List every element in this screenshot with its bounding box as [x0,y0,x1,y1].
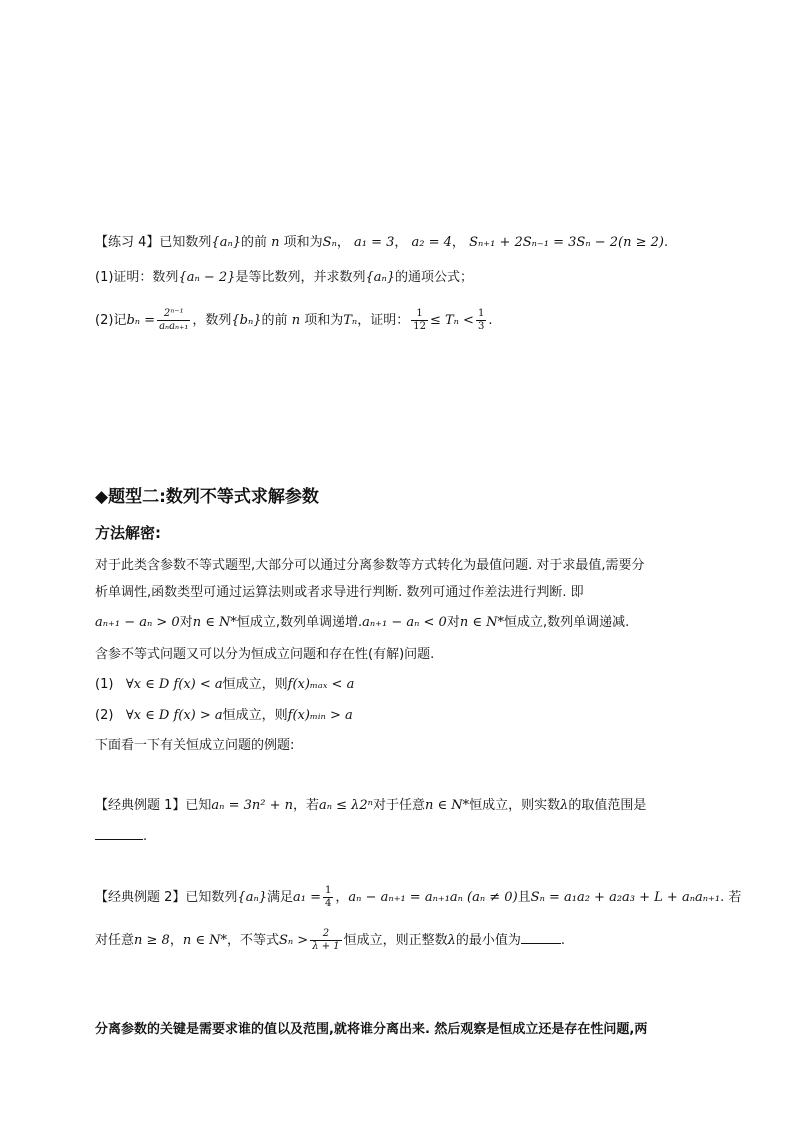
exercise4-tag: 【练习 4】 [95,235,160,250]
method-para3: 下面看一下有关恒成立问题的例题: [95,738,295,753]
fraction-two-over-lambda: $\frac{2}{\lambda + 1}$ [312,928,340,952]
method-title: 方法解密: [95,524,161,542]
exercise4-part1: (1)证明：数列{aₙ − 2}是等比数列，并求数列{aₙ}的通项公式； [95,270,474,285]
section-title: ◆题型二:数列不等式求解参数 [95,487,319,507]
exercise4-statement: 【练习 4】已知数列{aₙ}的前 n 项和为Sₙ， a₁ = 3， a₂ = 4， Sₙ₊₁ + 2Sₙ₋₁ = 3Sₙ − 2(n ≥ 2). [95,235,669,250]
answer-blank[interactable] [95,827,143,840]
method-para1-line1: 对于此类含参数不等式题型,大部分可以通过分离参数等方式转化为最值问题. 对于求最值,需要分 [95,558,645,573]
monotonicity-line: aₙ₊₁ − aₙ > 0对n ∈ N*恒成立,数列单调递增.aₙ₊₁ − aₙ < 0对n ∈ N*恒成立,数列单调递减. [95,615,630,630]
fraction-one-twelfth: $\frac{1}{12}$ [413,308,426,332]
method-para2: 含参不等式问题又可以分为恒成立问题和存在性(有解)问题. [95,647,435,662]
exercise4-part2: (2)记bₙ = $\frac{\text{2ⁿ⁻¹}}{\text{aₙaₙ₊₁}}$ ，数列{bₙ}的前 n 项和为Tₙ，证明： $\frac{1}{12}$ ≤ Tₙ < $\frac{1}{3}$ . [95,308,493,332]
example2-statement-line2: 对任意n ≥ 8，n ∈ N*，不等式Sₙ > $\frac{2}{\lambda + 1}$ 恒成立，则正整数λ的最小值为 . [95,928,566,952]
example2-tag: 【经典例题 2】 [95,890,186,905]
closing-text: 分离参数的关键是需要求谁的值以及范围,就将谁分离出来. 然后观察是恒成立还是存在性问题,两 [95,1022,648,1037]
example2-statement-line1: 【经典例题 2】已知数列{aₙ}满足a₁ = $\frac{1}{4}$ ，aₙ − aₙ₊₁ = aₙ₊₁aₙ (aₙ ≠ 0)且Sₙ = a₁a₂ + a₂a₃ + L + aₙaₙ₊₁. 若 [95,885,742,909]
fraction-one-quarter: $\frac{1}{4}$ [325,885,332,909]
example1-answer-line: . [95,824,705,850]
fraction-one-third: $\frac{1}{3}$ [477,308,485,332]
example1-statement: 【经典例题 1】已知aₙ = 3n² + n，若aₙ ≤ λ2ⁿ对于任意n ∈ N*恒成立，则实数λ的取值范围是 [95,798,647,813]
fraction-bn: $\frac{\text{2ⁿ⁻¹}}{\text{aₙaₙ₊₁}}$ [159,308,189,332]
method-para1-line2: 析单调性,函数类型可通过运算法则或者求导进行判断. 数列可通过作差法进行判断. 即 [95,585,584,600]
case1-line: (1) ∀x ∈ D f(x) < a恒成立，则f(x)ₘₐₓ < a [95,677,355,692]
example1-tag: 【经典例题 1】 [95,798,186,813]
case2-line: (2) ∀x ∈ D f(x) > a恒成立，则f(x)ₘᵢₙ > a [95,708,353,723]
answer-blank[interactable] [521,931,561,944]
